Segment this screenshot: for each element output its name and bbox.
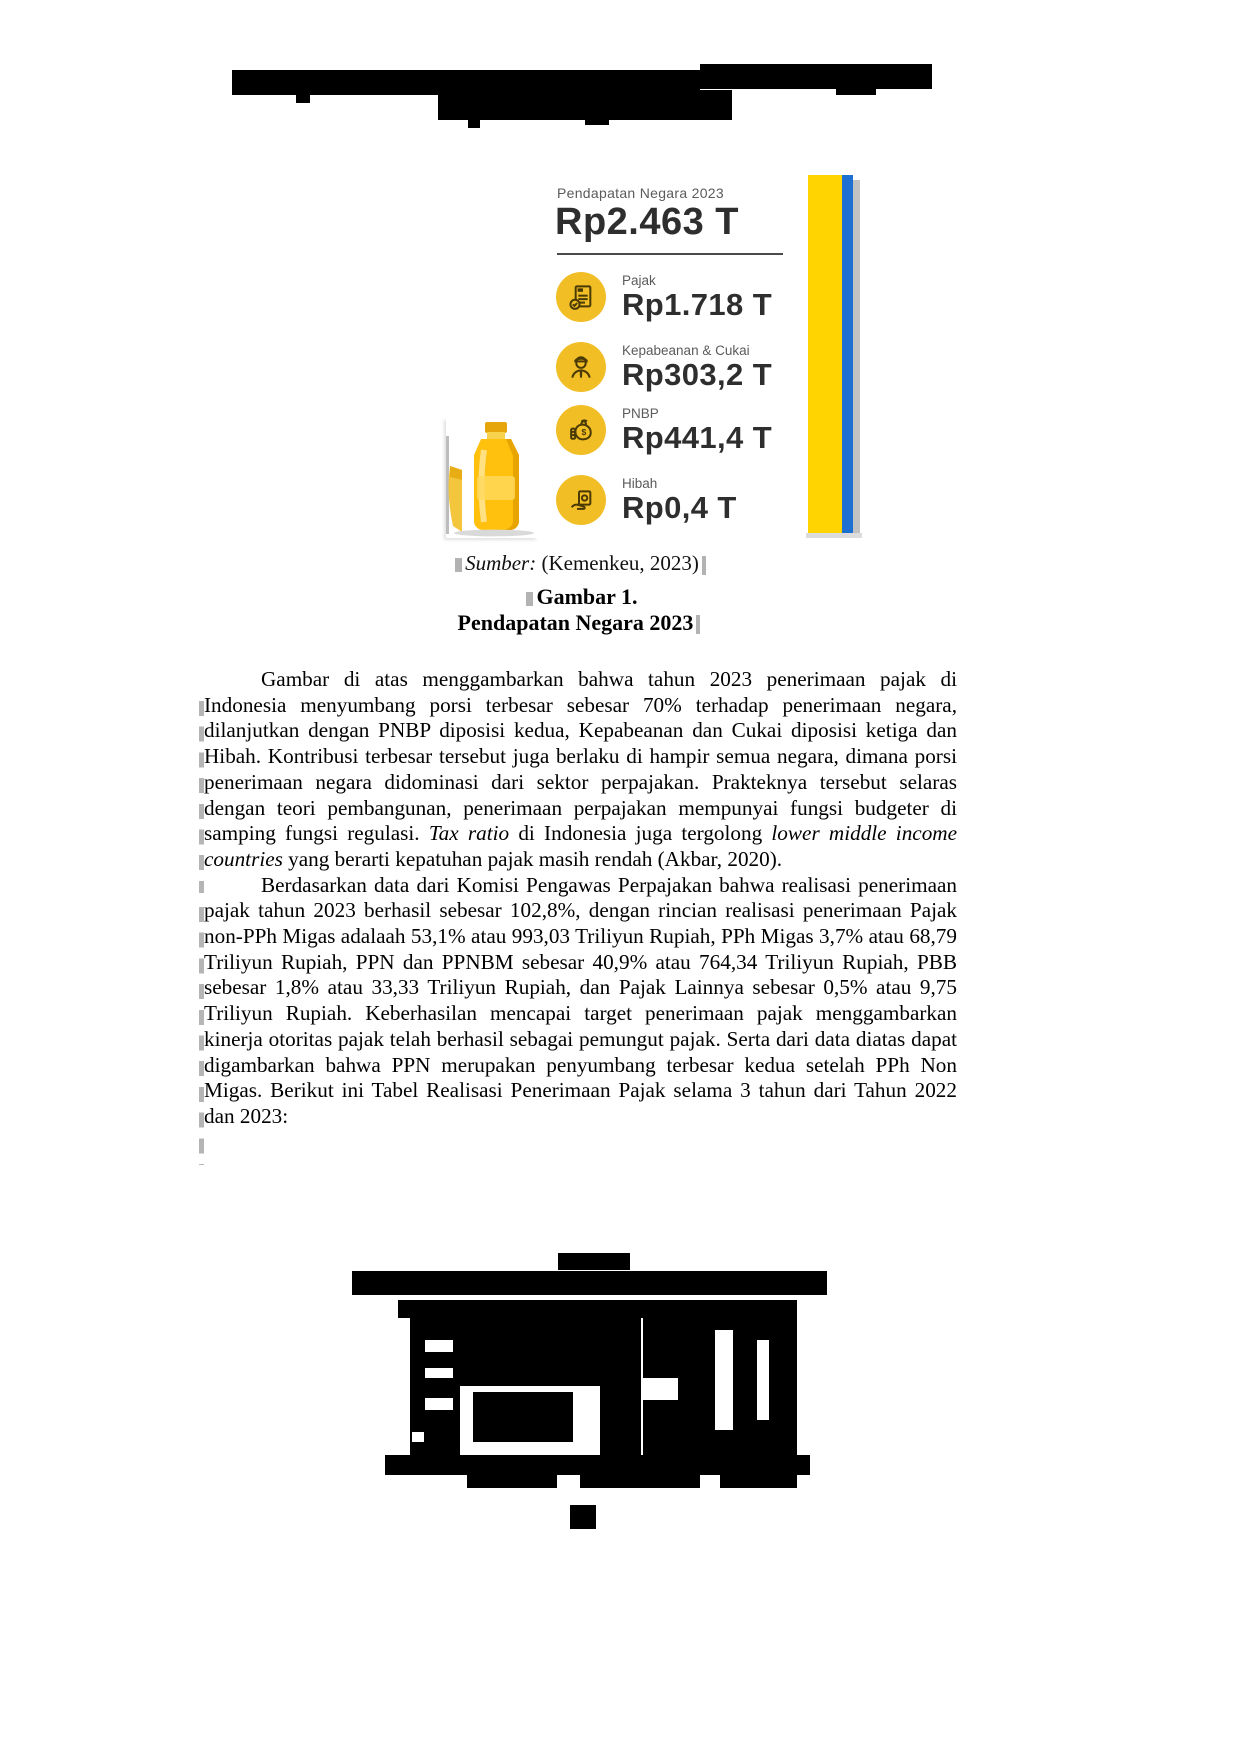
format-mark xyxy=(702,556,706,575)
caption-line1: Gambar 1. xyxy=(536,584,638,609)
paragraph-1: Gambar di atas menggambarkan bahwa tahun 2023 penerimaan pajak di Indonesia menyumbang porsi terbesar sebesar 70% terhadap penerimaan negara, dilanjutkan dengan PNBP diposisi kedua, Kepabeanan dan Cukai diposisi ketiga dan Hibah. Kontribusi terbesar tersebut juga berlaku di hampir semua negara, dimana porsi penerimaan negara didominasi dari sektor perpajakan. Prakteknya tersebut selaras dengan teori pembangunan, penerimaan perpajakan mempunyai fungsi budgeter di samping fungsi regulasi. Tax ratio di Indonesia juga tergolong lower middle income countries yang berarti kepatuhan pajak masih rendah (Akbar, 2020). xyxy=(204,667,957,871)
figure-row-pnbp xyxy=(556,405,772,455)
figure-item-value: Rp441,4 T xyxy=(622,419,773,455)
hand-money-icon xyxy=(556,475,606,525)
figure-caption xyxy=(204,584,957,636)
figure-vertical-bar-blue xyxy=(842,175,853,533)
figure-item-label: Kepabeanan & Cukai xyxy=(622,342,750,358)
figure-divider xyxy=(557,253,783,255)
paragraph-1-italic-lmic: lower middle income countries xyxy=(204,821,957,871)
customs-officer-icon xyxy=(556,342,606,392)
figure-item-value: Rp1.718 T xyxy=(622,286,773,322)
figure-item-label: Hibah xyxy=(622,475,658,491)
format-mark xyxy=(455,558,462,572)
svg-text:$: $ xyxy=(581,426,587,437)
money-bag-icon xyxy=(556,405,606,455)
figure-row-kepabeanan xyxy=(556,342,772,392)
figure-vertical-bar-yellow xyxy=(808,175,842,533)
figure-vertical-bar-shadow xyxy=(853,180,860,536)
revision-change-bars xyxy=(199,907,204,1165)
body-text xyxy=(204,667,957,1130)
redacted-page-number xyxy=(570,1505,596,1529)
figure-item-label: PNBP xyxy=(622,405,659,421)
paragraph-2-text: Berdasarkan data dari Komisi Pengawas Perpajakan bahwa realisasi penerimaan pajak tahun 2023 berhasil sebesar 102,8%, dengan rincian realisasi penerimaan Pajak non-PPh Migas adalaah 53,1% atau 993,03 Triliyun Rupiah, PPh Migas 3,7% atau 68,79 Triliyun Rupiah, PPN dan PPNBM sebesar 40,9% atau 764,34 Triliyun Rupiah, PBB sebesar 1,8% atau 33,33 Triliyun Rupiah, dan Pajak Lainnya sebesar 0,5% atau 9,75 Triliyun Rupiah. Keberhasilan mencapai target penerimaan pajak menggambarkan kinerja otoritas pajak telah berhasil sebagai pemungut pajak. Serta dari data diatas dapat digambarkan bahwa PPN merupakan penyumbang terbesar kedua setelah PPh Non Migas. Berikut ini Tabel Realisasi Penerimaan Pajak selama 3 tahun dari Tahun 2022 dan 2023: xyxy=(204,872,957,1128)
paragraph-1-italic-tax-ratio: Tax ratio xyxy=(428,821,510,846)
tax-document-icon xyxy=(556,272,606,322)
caption-line2: Pendapatan Negara 2023 xyxy=(457,610,694,635)
redacted-title-line-1b xyxy=(700,64,932,89)
revision-change-bars xyxy=(199,701,204,893)
figure-header-label: Pendapatan Negara 2023 xyxy=(557,185,724,201)
format-mark xyxy=(526,592,533,606)
format-mark xyxy=(696,615,700,634)
figure-row-hibah xyxy=(556,475,737,525)
figure-source-line xyxy=(204,551,957,576)
source-citation: (Kemenkeu, 2023) xyxy=(536,551,699,575)
paragraph-1-text: Gambar di atas menggambarkan bahwa tahun 2023 penerimaan pajak di Indonesia menyumbang porsi terbesar sebesar 70% terhadap penerimaan negara, dilanjutkan dengan PNBP diposisi kedua, Kepabeanan dan Cukai diposisi ketiga dan Hibah. Kontribusi terbesar tersebut juga berlaku di hampir semua negara, dimana porsi penerimaan negara didominasi dari sektor perpajakan. Prakteknya tersebut selaras dengan teori pembangunan, penerimaan perpajakan mempunyai fungsi budgeter di samping fungsi regulasi. xyxy=(204,667,957,846)
oil-bottle-photo xyxy=(446,418,538,538)
paragraph-2 xyxy=(204,873,957,1130)
figure-header-value: Rp2.463 T xyxy=(555,201,740,243)
figure-row-pajak xyxy=(556,272,772,322)
figure-item-value: Rp303,2 T xyxy=(622,356,773,392)
figure-item-value: Rp0,4 T xyxy=(622,489,737,525)
source-prefix: Sumber: xyxy=(465,551,537,575)
figure-item-label: Pajak xyxy=(622,272,656,288)
redacted-title-line-2 xyxy=(438,90,732,120)
